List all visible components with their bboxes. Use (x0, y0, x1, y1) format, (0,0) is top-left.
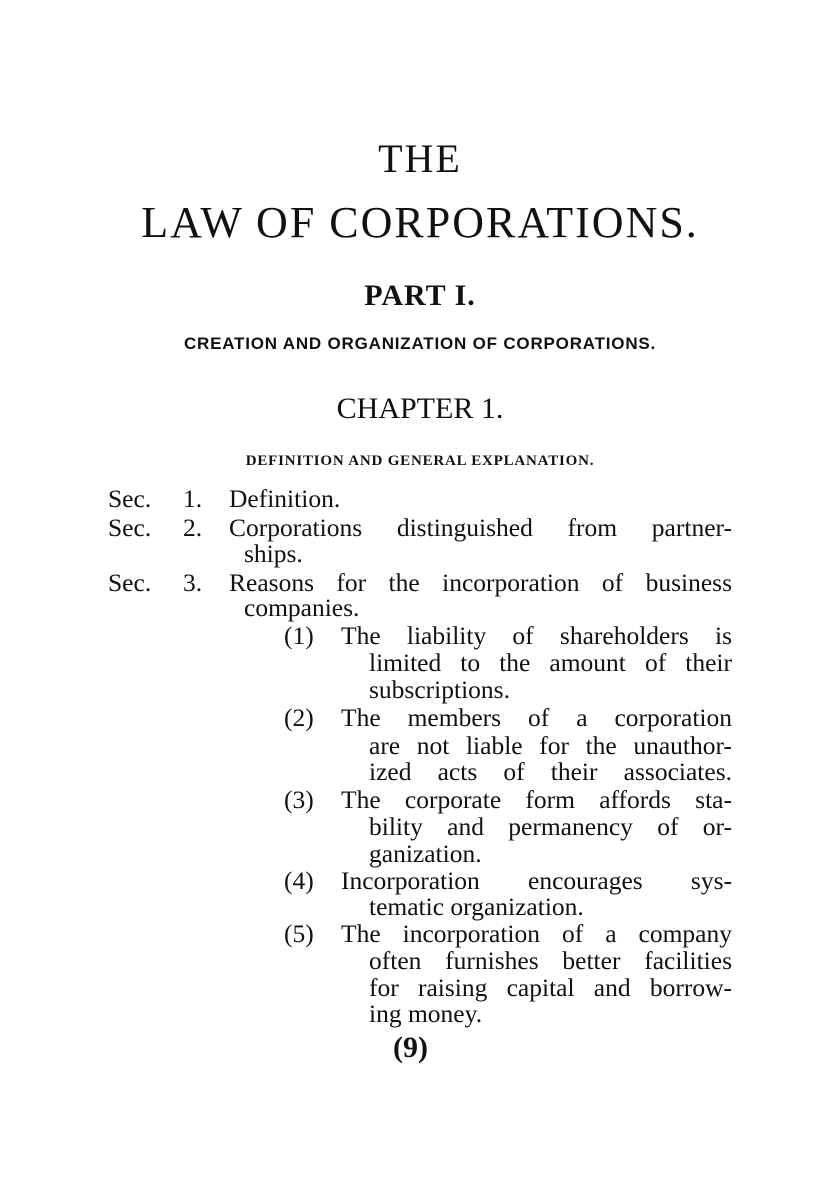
section-number: 2. (183, 513, 203, 542)
part-heading: PART I. (364, 279, 476, 312)
reason-text-line: The corporate form affords sta- (341, 785, 732, 814)
part-subtitle: CREATION AND ORGANIZATION OF CORPORATIONS. (183, 334, 657, 353)
reason-text-line: subscriptions. (369, 675, 510, 704)
reason-number: (2) (284, 703, 314, 732)
section-label: Sec. (108, 484, 152, 513)
reason-text-line: ized acts of their associates. (369, 757, 732, 786)
reason-text-line: ganization. (369, 839, 482, 868)
reason-text-line: Incorporation encourages sys- (341, 866, 732, 895)
reason-text-line: often furnishes better facilities (369, 946, 732, 975)
reason-text-line: tematic organization. (369, 892, 584, 921)
section-label: Sec. (108, 568, 152, 597)
reason-number: (3) (284, 785, 314, 814)
reason-number: (5) (284, 919, 314, 948)
reason-text-line: for raising capital and borrow- (369, 973, 732, 1002)
chapter-subtitle: DEFINITION AND GENERAL EXPLANATION. (245, 453, 595, 469)
reason-number: (4) (284, 866, 314, 895)
section-label: Sec. (108, 513, 152, 542)
reason-number: (1) (284, 621, 314, 650)
section-text-line: ships. (244, 539, 303, 568)
section-text-line: Reasons for the incorporation of business (229, 568, 732, 597)
section-number: 1. (183, 484, 203, 513)
reason-text-line: The incorporation of a company (341, 919, 732, 948)
reason-text-line: ing money. (369, 999, 483, 1028)
reason-text-line: The members of a corporation (341, 703, 732, 732)
section-text-line: Corporations distinguished from partner- (229, 513, 732, 542)
title-the: THE (378, 136, 462, 181)
page-number: (9) (393, 1031, 428, 1064)
section-number: 3. (183, 568, 203, 597)
reason-text-line: bility and permanency of or- (369, 812, 732, 841)
reason-text-line: are not liable for the unauthor- (369, 731, 732, 760)
reason-text-line: The liability of shareholders is (341, 621, 732, 650)
book-title: LAW OF CORPORATIONS. (141, 198, 699, 247)
section-text-line: Definition. (229, 484, 341, 513)
section-text-line: companies. (244, 593, 360, 622)
chapter-heading: CHAPTER 1. (336, 392, 504, 425)
reason-text-line: limited to the amount of their (369, 648, 732, 677)
